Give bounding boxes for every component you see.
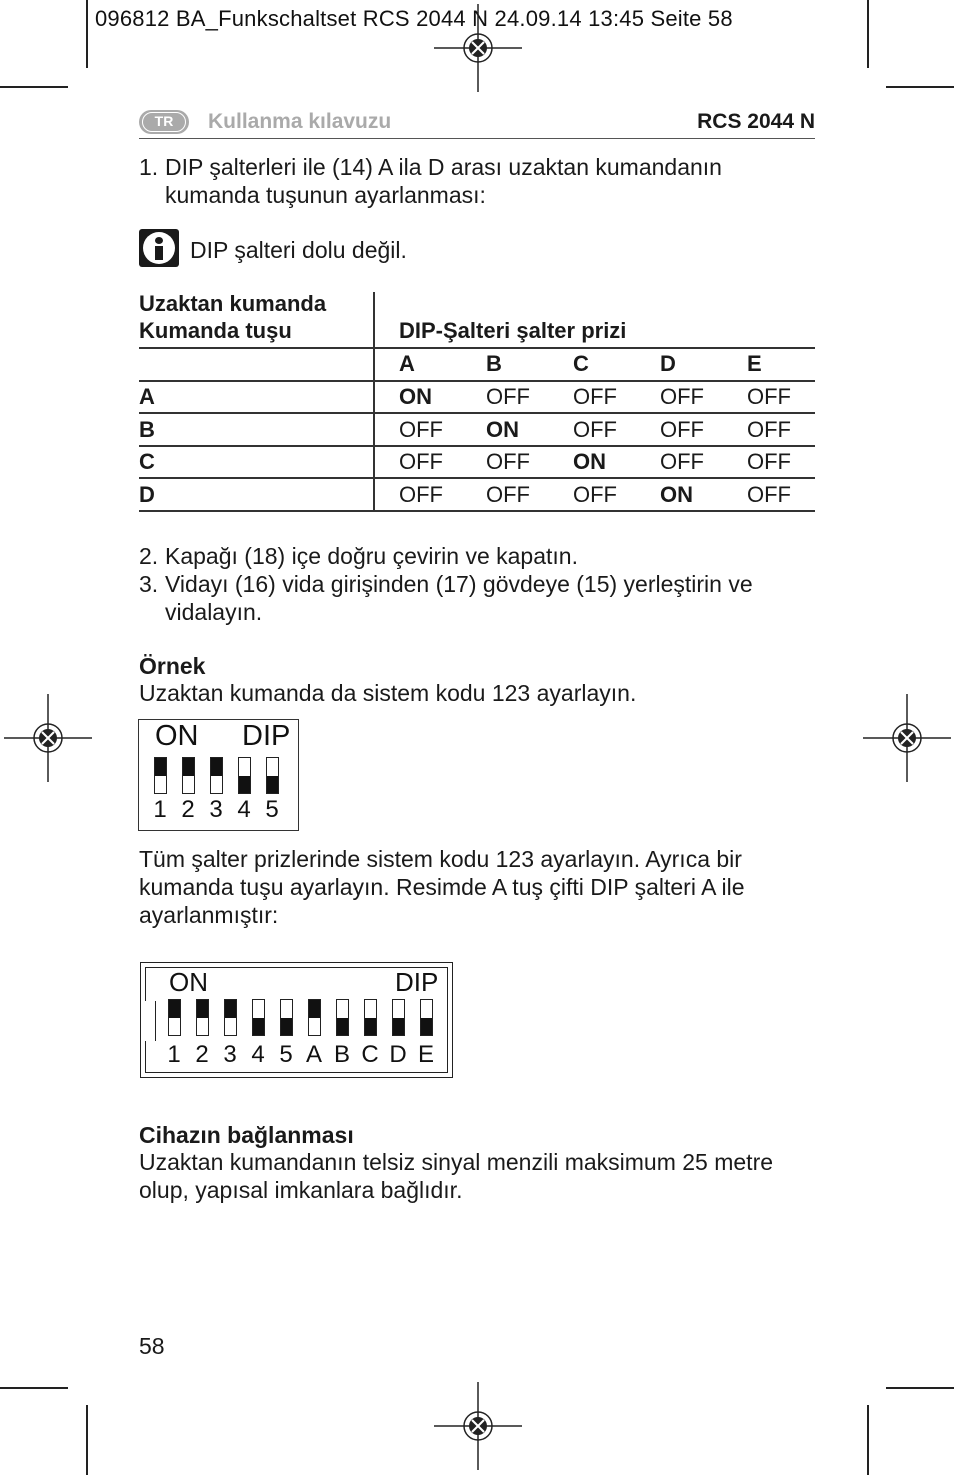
dip-switch-label: 5 (265, 796, 279, 823)
dip-switch (154, 757, 167, 794)
dip-switch (280, 999, 293, 1036)
dip-switch-label: E (417, 1041, 434, 1068)
registration-mark-icon (4, 694, 92, 782)
dip-switch-label: 4 (251, 1041, 265, 1068)
connection-heading: Cihazın bağlanması (139, 1122, 354, 1148)
system-code-paragraph: Tüm şalter prizlerinde sistem kodu 123 ayarlayın. Ayrıca bir kumanda tuşu ayarlayın. Resimde A tuş çifti DIP şalteri A ile ayarlanmıştır: (139, 846, 745, 928)
dip-switch (392, 999, 405, 1036)
dip-label: DIP (395, 967, 439, 997)
table-cell: OFF (486, 384, 530, 409)
dip-switch-label: 1 (153, 796, 167, 823)
print-header: 096812 BA_Funkschaltset RCS 2044 N 24.09.14 13:45 Seite 58 (95, 6, 733, 31)
language-badge: TR (139, 110, 189, 134)
model-name: RCS 2044 N (697, 110, 815, 133)
step-2: 2. Kapağı (18) içe doğru çevirin ve kapatın. (139, 543, 578, 569)
step-3: 3. Vidayı (16) vida girişinden (17) gövdeye (15) yerleştirin ve vidalayın. (139, 571, 753, 625)
info-icon (139, 229, 179, 267)
connection-text: Uzaktan kumandanın telsiz sinyal menzili maksimum 25 metre olup, yapısal imkanlara bağlıdır. (139, 1149, 774, 1203)
table-cell: OFF (747, 384, 791, 409)
table-cell: OFF (399, 416, 443, 442)
dip-switch-small (138, 719, 299, 831)
table-cell: OFF (399, 449, 443, 474)
dip-switch-label: 5 (279, 1041, 293, 1068)
manual-title: Kullanma kılavuzu (208, 110, 392, 133)
table-cell: OFF (399, 481, 443, 507)
dip-switch-label: 1 (167, 1041, 181, 1068)
table-header-remote: Uzaktan kumanda (139, 291, 327, 316)
dip-label: DIP (242, 720, 291, 752)
table-cell: OFF (573, 384, 617, 409)
dip-switch-label: D (389, 1041, 407, 1068)
dip-switch (308, 999, 321, 1036)
table-cell: ON (660, 481, 693, 507)
table-cell: ON (486, 416, 519, 442)
table-column-header: A (399, 351, 415, 376)
registration-mark-icon (863, 694, 951, 782)
table-cell: OFF (747, 481, 791, 507)
table-cell: OFF (486, 449, 530, 474)
dip-switch-large (140, 962, 453, 1078)
dip-switch-label: C (361, 1041, 379, 1068)
dip-switch (336, 999, 349, 1036)
table-row-key: A (139, 384, 155, 409)
dip-switch (224, 999, 237, 1036)
table-header-dip: DIP-Şalteri şalter prizi (399, 318, 627, 343)
crop-mark (867, 1405, 869, 1475)
table-cell: ON (399, 384, 432, 409)
registration-mark-icon (434, 4, 522, 92)
table-cell: OFF (747, 449, 791, 474)
dip-on-label: ON (155, 720, 199, 752)
step-1: 1. DIP şalterleri ile (14) A ila D arası uzaktan kumandanın kumanda tuşunun ayarlanması: (139, 154, 722, 208)
crop-mark (886, 1387, 954, 1389)
table-column-header: B (486, 351, 502, 376)
table-header-button: Kumanda tuşu (139, 318, 292, 343)
table-cell: OFF (660, 384, 704, 409)
table-column-header: C (573, 351, 589, 376)
dip-switch-label: 3 (223, 1041, 237, 1068)
dip-switch-label: 2 (181, 796, 195, 823)
dip-switch (266, 757, 279, 794)
info-note: DIP şalteri dolu değil. (190, 237, 407, 263)
dip-switch (168, 999, 181, 1036)
dip-switch-label: B (333, 1041, 350, 1068)
table-row-key: C (139, 449, 155, 474)
table-cell: OFF (747, 416, 791, 442)
dip-on-label: ON (169, 967, 208, 997)
table-cell: ON (573, 449, 606, 474)
table-column-header: E (747, 351, 762, 376)
registration-mark-icon (434, 1382, 522, 1470)
crop-mark (0, 86, 68, 88)
crop-mark (0, 1387, 68, 1389)
example-heading: Örnek (139, 653, 206, 679)
dip-switch-label: 4 (237, 796, 251, 823)
dip-switch (196, 999, 209, 1036)
example-text: Uzaktan kumanda da sistem kodu 123 ayarlayın. (139, 680, 637, 706)
dip-switch-label: 2 (195, 1041, 209, 1068)
dip-switch-label: A (305, 1041, 322, 1068)
crop-mark (86, 1405, 88, 1475)
table-cell: OFF (660, 449, 704, 474)
table-row-key: D (139, 481, 155, 507)
dip-switch (364, 999, 377, 1036)
table-cell: OFF (573, 481, 617, 507)
dip-switch (420, 999, 433, 1036)
crop-mark (867, 0, 869, 68)
dip-switch-label: 3 (209, 796, 223, 823)
table-column-header: D (660, 351, 676, 376)
table-cell: OFF (573, 416, 617, 442)
dip-switch (210, 757, 223, 794)
table-cell: OFF (486, 481, 530, 507)
dip-switch (252, 999, 265, 1036)
crop-mark (886, 86, 954, 88)
table-row-key: B (139, 416, 155, 442)
crop-mark (86, 0, 88, 68)
dip-switch (238, 757, 251, 794)
running-header (139, 108, 815, 139)
page-number: 58 (139, 1333, 165, 1359)
dip-switch (182, 757, 195, 794)
dip-table (139, 290, 815, 515)
table-cell: OFF (660, 416, 704, 442)
